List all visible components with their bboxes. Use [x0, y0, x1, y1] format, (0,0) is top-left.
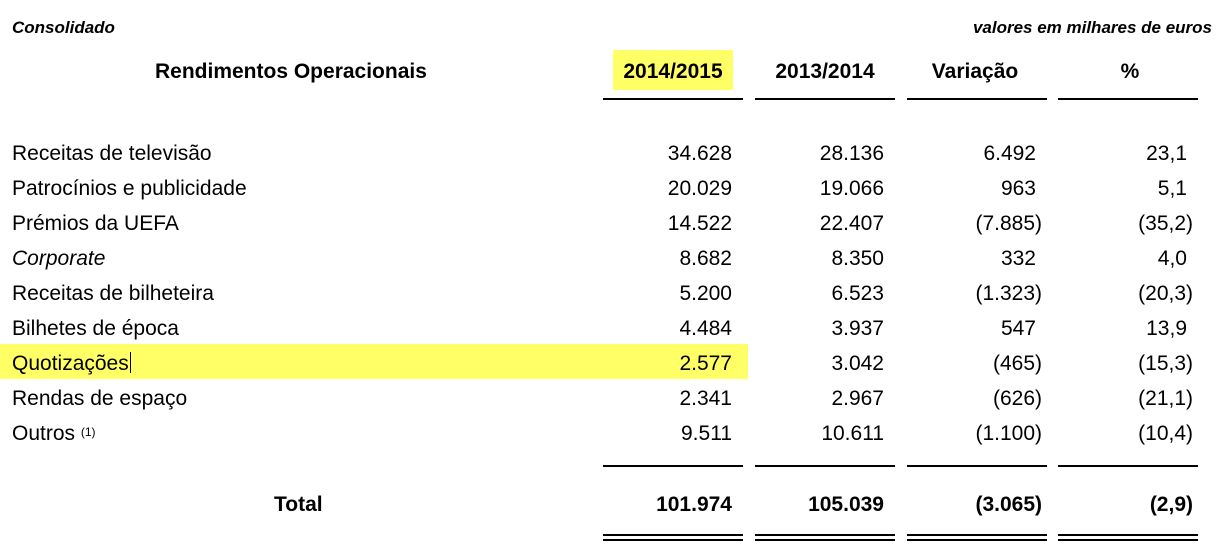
row-value: (21,1) [1138, 387, 1193, 410]
row-value: 22.407 [819, 212, 884, 235]
total-double-rule [1058, 539, 1198, 541]
row-value: 28.136 [819, 142, 884, 165]
header-rule [1058, 98, 1198, 100]
row-value: 13,9 [1146, 317, 1187, 340]
column-header-variacao: Variação [931, 60, 1019, 83]
row-value: 963 [1000, 177, 1036, 200]
scope-label: Consolidado [12, 18, 115, 37]
row-label: Rendas de espaço [12, 387, 188, 410]
row-value: 3.937 [831, 317, 884, 340]
row-label: Prémios da UEFA [12, 212, 179, 235]
header-rule [603, 98, 743, 100]
column-header-percent: % [1120, 60, 1140, 83]
text-cursor [130, 352, 131, 373]
row-label-text: Outros [12, 422, 76, 445]
column-header-2013-2014: 2013/2014 [775, 60, 875, 83]
label-column-header: Rendimentos Operacionais [155, 60, 427, 83]
row-value: 6.492 [983, 142, 1036, 165]
units-label: valores em milhares de euros [972, 18, 1212, 37]
total-value: 105.039 [808, 493, 884, 516]
footnote-marker: (1) [80, 425, 96, 439]
subtotal-rule [1058, 465, 1198, 467]
row-value: 2.577 [679, 352, 732, 375]
row-value: 332 [1000, 247, 1036, 270]
row-value: 5.200 [679, 282, 732, 305]
column-header-2014-2015: 2014/2015 [623, 60, 723, 83]
row-label: Patrocínios e publicidade [12, 177, 247, 200]
row-value: (465) [992, 352, 1042, 375]
row-value: 6.523 [831, 282, 884, 305]
row-value: (35,2) [1138, 212, 1193, 235]
total-double-rule [1058, 534, 1198, 536]
row-value: (1.323) [975, 282, 1042, 305]
row-value: 8.682 [679, 247, 732, 270]
subtotal-rule [603, 465, 743, 467]
row-value: 34.628 [667, 142, 732, 165]
total-value: 101.974 [656, 493, 732, 516]
row-value: (15,3) [1138, 352, 1193, 375]
header-rule [755, 98, 895, 100]
row-value: (1.100) [975, 422, 1042, 445]
total-value: (2,9) [1149, 493, 1193, 516]
row-value: 3.042 [831, 352, 884, 375]
total-double-rule [907, 539, 1047, 541]
row-label [12, 421, 96, 447]
row-value: 14.522 [667, 212, 732, 235]
row-value: 10.611 [821, 422, 884, 445]
row-value: 19.066 [819, 177, 884, 200]
row-label: Receitas de televisão [12, 142, 212, 165]
row-label [12, 351, 131, 377]
row-value: (7.885) [975, 212, 1042, 235]
row-value: 4.484 [679, 317, 732, 340]
row-label: Corporate [12, 247, 106, 270]
header-rule [907, 98, 1047, 100]
row-value: 8.350 [831, 247, 884, 270]
row-value: (626) [992, 387, 1042, 410]
total-double-rule [603, 534, 743, 536]
row-label-text: Quotizações [12, 352, 129, 375]
total-double-rule [755, 539, 895, 541]
row-value: 23,1 [1146, 142, 1187, 165]
row-label: Receitas de bilheteira [12, 282, 214, 305]
row-value: (20,3) [1138, 282, 1193, 305]
row-value: 547 [1000, 317, 1036, 340]
row-value: 20.029 [667, 177, 732, 200]
total-double-rule [907, 534, 1047, 536]
subtotal-rule [907, 465, 1047, 467]
row-value: 4,0 [1157, 247, 1187, 270]
row-value: 2.967 [831, 387, 884, 410]
subtotal-rule [755, 465, 895, 467]
row-label: Bilhetes de época [12, 317, 179, 340]
row-value: (10,4) [1138, 422, 1193, 445]
row-value: 9.511 [681, 422, 732, 445]
row-value: 5,1 [1157, 177, 1187, 200]
total-label: Total [274, 493, 323, 516]
total-value: (3.065) [975, 493, 1042, 516]
total-double-rule [603, 539, 743, 541]
total-double-rule [755, 534, 895, 536]
row-value: 2.341 [679, 387, 732, 410]
